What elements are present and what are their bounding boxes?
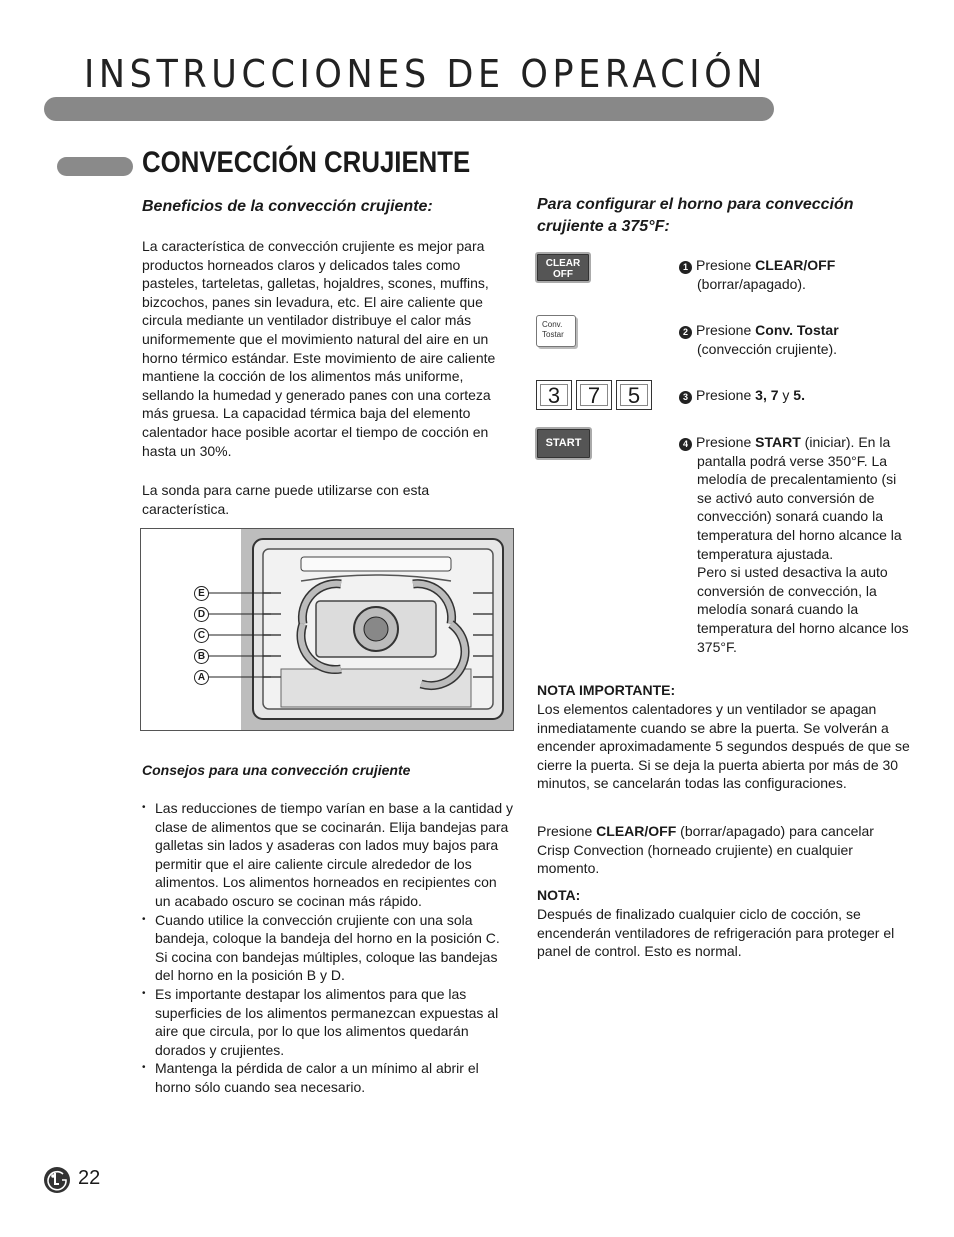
step-text: y <box>778 387 794 403</box>
page-number: 22 <box>78 1167 101 1189</box>
important-note-text: Los elementos calentadores y un ventilador se apagan inmediatamente cuando se abre la puerta. Se volverán a encender aproximadamente 5 segundos después de que se cierre la puerta. Si se deja la puerta abierta por más de 30 minutos, se cancelarán todas las configuraciones. <box>537 701 910 792</box>
step-number: 2 <box>679 326 692 339</box>
cancel-key-name: CLEAR/OFF <box>596 823 677 839</box>
step-key-name: 3, 7 <box>755 387 779 403</box>
cancel-instructions <box>537 822 909 878</box>
cancel-text: (borrar/apagado) para cancelar Crisp Convection (horneado crujiente) en cualquier momento. <box>537 823 874 877</box>
setup-heading <box>537 194 917 238</box>
step-number: 1 <box>679 261 692 274</box>
number-key-3: 3 <box>536 380 572 410</box>
rack-position-e: E <box>194 586 209 601</box>
clear-off-key <box>535 252 591 283</box>
clear-key-line2: OFF <box>553 269 573 280</box>
tip-item: • Las reducciones de tiempo varían en base a la cantidad y clase de alimentos que se cocinarán. Elija bandejas para galletas sin lados y asaderas con lados muy bajos para permitir que el aire caliente circule alrededor de los alimentos. Los alimentos horneados en recipientes con un acabado oscuro se cocinan más rápido. <box>142 799 514 911</box>
step-4 <box>679 433 913 656</box>
start-key: START <box>535 427 592 460</box>
oven-illustration <box>241 529 513 730</box>
tips-list <box>142 799 514 1097</box>
tip-item: • Cuando utilice la convección crujiente con una sola bandeja, coloque la bandeja del horno en la posición C. Si cocina con bandejas múltiples, coloque las bandejas del horno en la posición B y D. <box>142 911 514 985</box>
step-key-name: Conv. Tostar <box>755 322 839 338</box>
step-number: 4 <box>679 438 692 451</box>
step-1 <box>679 256 919 293</box>
rack-leader-lines <box>205 585 275 685</box>
step-text: (borrar/apagado). <box>697 275 806 292</box>
number-key-7: 7 <box>576 380 612 410</box>
conv-tostar-key <box>536 315 576 347</box>
number-key-5: 5 <box>616 380 652 410</box>
step-text: (convección crujiente). <box>697 340 838 357</box>
setup-heading-line1: Para configurar el horno para convección <box>537 196 854 213</box>
probe-note: La sonda para carne puede utilizarse con esta característica. <box>142 482 430 517</box>
benefits-heading: Beneficios de la convección crujiente: <box>142 198 433 215</box>
step-text: Presione <box>696 434 756 450</box>
note-heading: NOTA: <box>537 887 581 903</box>
step-3 <box>679 386 919 405</box>
section-pill <box>57 157 133 176</box>
page-header-title: INSTRUCCIONES DE OPERACIÓN <box>84 52 768 96</box>
step-text: Presione <box>696 257 756 273</box>
step-text: (iniciar). En la pantalla podrá verse 350°F. La melodía de precalentamiento (si se activó auto conversión de convección) sonará cuando la temperatura del horno alcance la temperatura ajustada. <box>697 434 902 562</box>
step-key-name: CLEAR/OFF <box>755 257 836 273</box>
rack-position-a: A <box>194 670 209 685</box>
benefits-paragraph: La característica de convección crujiente es mejor para productos horneados claros y delicados tales como pasteles, tarteletas, galletas, hojaldres, scones, muffins, bizcochos, panes sin levadura, etc. El aire caliente que circula mediante un ventilador distribuye el calor más uniformemente que el movimiento natural del aire en un horno térmico estándar. Este movimiento de aire caliente mantiene la cocción de los alimentos más uniforme, sellando la humedad y generado panes con una corteza más gruesa. La capacidad térmica baja del elemento calentador hace posible acortar el tiempo de cocción en hasta un 30%. <box>142 238 496 459</box>
rack-position-c: C <box>194 628 209 643</box>
section-title: CONVECCIÓN CRUJIENTE <box>142 146 471 179</box>
conv-key-line2: Tostar <box>542 330 564 339</box>
setup-heading-line2: crujiente a 375°F: <box>537 218 670 235</box>
clear-key-line1: CLEAR <box>545 258 581 269</box>
step-key-name: 5. <box>793 387 805 403</box>
tip-item: • Mantenga la pérdida de calor a un mínimo al abrir el horno sólo cuando sea necesario. <box>142 1059 514 1096</box>
step-key-name: START <box>755 434 801 450</box>
tip-item: • Es importante destapar los alimentos para que las superficies de los alimentos permanezcan expuestas al aire que circula, por lo que los alimentos quedarán dorados y crujientes. <box>142 985 514 1059</box>
important-note-heading: NOTA IMPORTANTE: <box>537 682 676 698</box>
step-text: Presione <box>696 387 756 403</box>
note-text: Después de finalizado cualquier ciclo de cocción, se encenderán ventiladores de refrigeración para proteger el panel de control. Esto es normal. <box>537 906 895 960</box>
oven-cavity-svg <box>241 529 513 730</box>
rack-position-b: B <box>194 649 209 664</box>
cancel-text: Presione <box>537 823 597 839</box>
lg-logo <box>44 1167 70 1193</box>
step-text: Presione <box>696 322 756 338</box>
tips-heading: Consejos para una convección crujiente <box>142 762 411 778</box>
step-text: Pero si usted desactiva la auto conversión de convección, la melodía sonará cuando la temperatura del horno alcance los 375°F. <box>697 564 909 655</box>
conv-key-line1: Conv. <box>542 320 563 329</box>
lg-logo-icon <box>44 1167 70 1193</box>
step-2 <box>679 321 919 358</box>
header-bar <box>44 97 774 121</box>
step-number: 3 <box>679 391 692 404</box>
rack-position-d: D <box>194 607 209 622</box>
